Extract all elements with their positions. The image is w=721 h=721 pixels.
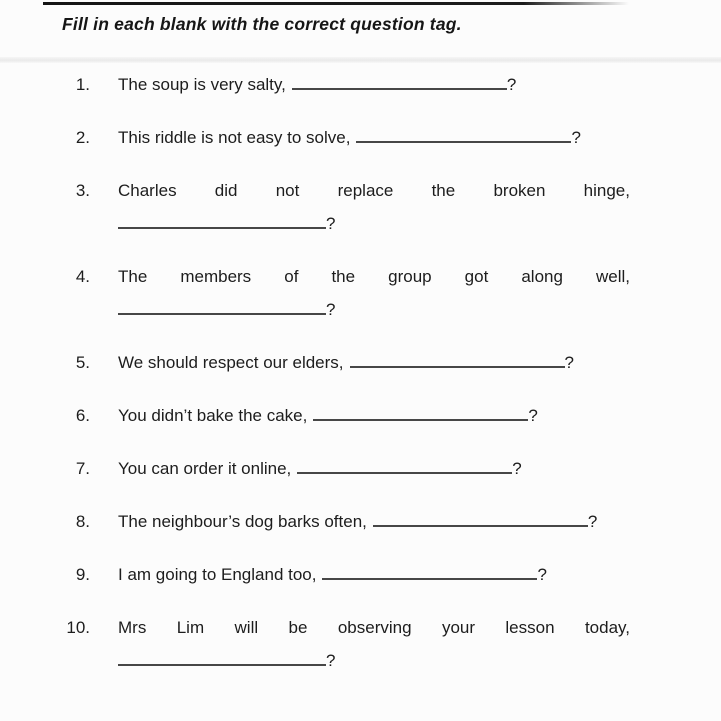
item-line — [118, 644, 700, 677]
answer-blank — [118, 311, 326, 315]
answer-blank — [297, 470, 512, 474]
item-line — [118, 207, 700, 240]
item-number: 7. — [75, 459, 90, 478]
question-mark: ? — [528, 406, 538, 425]
item-line — [118, 558, 700, 591]
item-line — [118, 346, 700, 379]
item-text: This riddle is not easy to solve, — [118, 128, 351, 147]
item-text: We should respect our elders, — [118, 353, 344, 372]
item-number: 8. — [75, 512, 90, 531]
worksheet-title: Fill in each blank with the correct question tag. — [62, 14, 462, 34]
answer-blank — [322, 576, 537, 580]
question-mark: ? — [571, 128, 581, 147]
answer-blank — [292, 86, 507, 90]
item-number: 5. — [75, 353, 90, 372]
item-line — [118, 68, 700, 101]
item-number: 9. — [75, 565, 90, 584]
item-text: The members of the group got along well, — [118, 267, 630, 286]
item-line — [118, 121, 700, 154]
question-mark: ? — [326, 300, 336, 319]
worksheet-item-5 — [40, 346, 700, 379]
question-mark: ? — [512, 459, 522, 478]
top-rule — [43, 2, 629, 5]
item-number: 2. — [75, 128, 90, 147]
item-number: 1. — [75, 75, 90, 94]
answer-blank — [373, 523, 588, 527]
question-mark: ? — [326, 651, 336, 670]
item-text: The neighbour’s dog barks often, — [118, 512, 367, 531]
question-mark: ? — [587, 512, 598, 531]
item-number: 6. — [75, 406, 90, 425]
answer-blank — [118, 225, 326, 229]
worksheet-item-1 — [40, 68, 700, 101]
item-line — [118, 452, 700, 485]
answer-blank — [313, 417, 528, 421]
question-mark: ? — [506, 75, 517, 94]
worksheet-item-10 — [40, 611, 700, 677]
worksheet-item-4 — [40, 260, 700, 326]
item-line — [118, 293, 700, 326]
item-number: 3. — [75, 181, 90, 200]
scan-artifact-band — [0, 57, 721, 63]
question-mark: ? — [564, 353, 574, 372]
question-mark: ? — [537, 565, 547, 584]
worksheet-item-3 — [40, 174, 700, 240]
question-mark: ? — [326, 214, 336, 233]
item-text: Mrs Lim will be observing your lesson today, — [118, 618, 630, 637]
answer-blank — [118, 662, 326, 666]
item-text: Charles did not replace the broken hinge, — [118, 181, 630, 200]
worksheet-item-9 — [40, 558, 700, 591]
worksheet-item-2 — [40, 121, 700, 154]
item-line — [118, 399, 700, 432]
answer-blank — [350, 364, 565, 368]
worksheet-item-6 — [40, 399, 700, 432]
item-number: 4. — [75, 267, 90, 286]
item-text: The soup is very salty, — [118, 75, 286, 94]
worksheet-item-7 — [40, 452, 700, 485]
worksheet-item-8 — [40, 505, 700, 538]
worksheet-items — [40, 68, 700, 697]
item-line — [118, 505, 700, 538]
item-number: 10. — [66, 618, 90, 637]
item-text: I am going to England too, — [118, 565, 317, 584]
item-text: You didn’t bake the cake, — [118, 406, 308, 425]
answer-blank — [356, 139, 571, 143]
item-text: You can order it online, — [118, 459, 292, 478]
